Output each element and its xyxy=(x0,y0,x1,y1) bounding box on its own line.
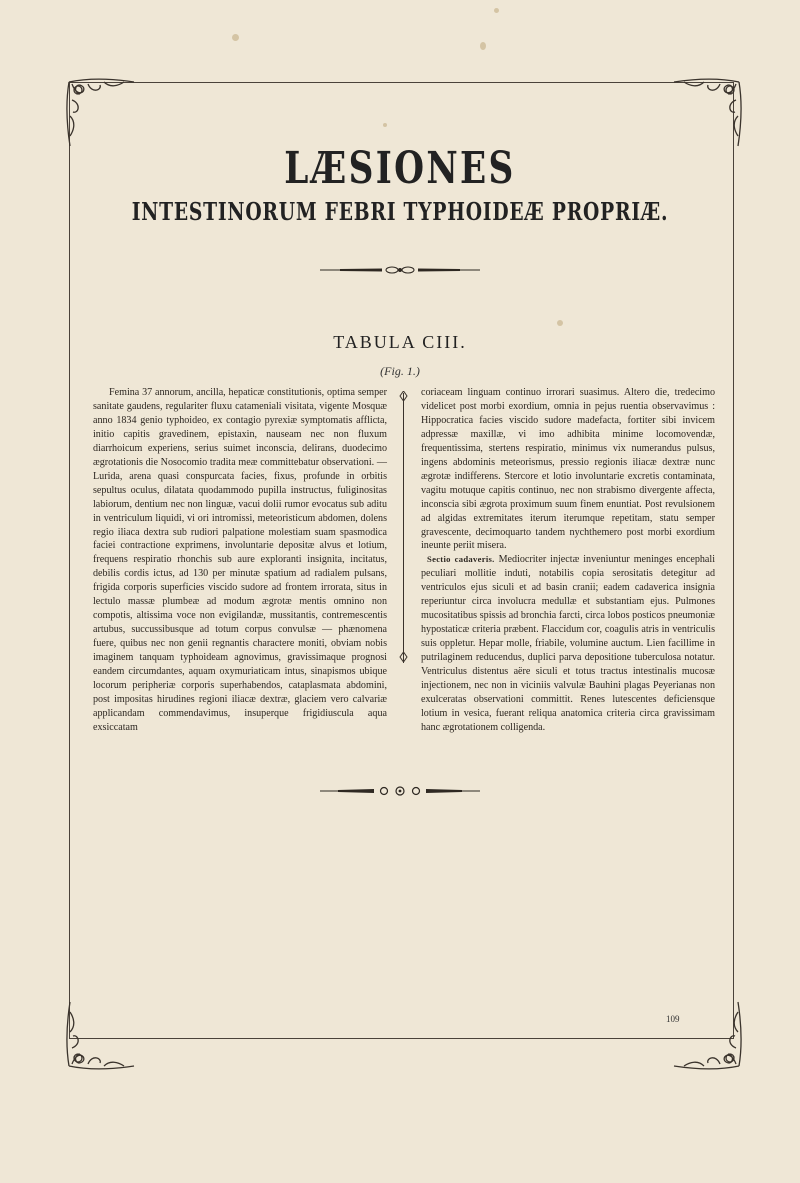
figure-reference: (Fig. 1.) xyxy=(380,364,420,378)
left-column-paragraph: Femina 37 annorum, ancilla, hepaticæ constitutionis, optima semper sanitate gaudens, regulariter fluxu catameniali visitata, vigente Mosquæ anno 1834 genio typhoideo, ex contagio pyrexiæ symptomatis afflicta, initio capitis gravedinem, epistaxin, nauseam nec non fluxum diarrhoicum experiens, serius suimet inconscia, delirans, duodecimo ægrotationis die Nosocomio tradita meæ committebatur observationi. — Lurida, arena quasi conspurcata facies, fixus, profunde in orbitis sepultus oculus, dilatata quodammodo pupilla instructus, fuliginositas labiorum, dentium nec non linguæ, vacui dolii rumor evocatus sub aditu in ventriculum liquidi, vi ori intromissi, meteoristicum abdomen, dolens regio iliaca dextra sub rudiori palpatione molestiam suam spasmodica faciei contractione exprimens, involuntarie depositæ alvus et lotium, frequens respiratio rhonchis sub aure exploranti insignita, incitatus, debilis cordis ictus, ad 130 per minutæ spatium ad radialem pulsans, frigida corporis superficies viscido sudore ad frontem irrorata, situs in lectulo massæ plumbeæ ad modum ægrotæ mentis omnino non compotis, altissima voce non evigilandæ, mussitantis, contremescentis artubus, succussibusque ad totum corpus convulsæ — phænomena fuere, quibus nec non genii regnantis charactere moniti, obviam nobis imaginem tanquam typhoideam agnovimus, gravissimaque prognosi eandem circumdantes, aquam oxymuriaticam intus, sinapismos ubique locorum peripheriæ corporis superhabendos, cataplasmata abdomini, post impositas hirudines regioni iliacæ dextræ, glaciem vero calvariæ applicandam commendavimus, insuperque frigidiuscula aqua exsiccatam xyxy=(93,387,387,733)
corner-ornament-bottom-left xyxy=(58,1000,136,1078)
column-divider xyxy=(403,393,404,663)
paper-foxing-spot xyxy=(494,8,499,13)
title-rule-ornament xyxy=(0,262,800,280)
paper-foxing-spot xyxy=(232,34,239,41)
paper-foxing-spot xyxy=(480,42,486,50)
column-divider-cap-bottom xyxy=(398,652,409,662)
corner-ornament-bottom-right xyxy=(672,1000,750,1078)
end-rule-ornament xyxy=(0,784,800,802)
paper-foxing-spot xyxy=(383,123,387,127)
sectio-label: Sectio cadaveris. xyxy=(427,554,495,565)
right-column-paragraph-2 xyxy=(421,553,715,734)
corner-ornament-top-right xyxy=(672,70,750,148)
text-column-right xyxy=(421,386,715,735)
corner-ornament-top-left xyxy=(58,70,136,148)
text-column-left xyxy=(93,386,387,735)
plate-heading: TABULA CIII. xyxy=(333,332,467,352)
right-column-paragraph-1: coriaceam linguam continuo irrorari suasimus. Altero die, tredecimo videlicet post morbi exordium, omnia in pejus ruentia observavimus : Hippocratica facies viscido sudore madefacta, fortiter sibi invicem adpressæ maxillæ, vi imo adhibita minime locomovendæ, frequentissima, stertens respiratio, minimus vix numerandus pulsus, ingens abdominis meteorismus, pressio regionis iliacæ dextræ nunc ægrotæ indifferens. Stercore et lotio involuntarie excretis contaminata, vagitu motuque capitis continuo, nec non strabismo divergente affecta, inconscia sibi ægrota proximum suum finem enuntiat. Post revulsionem ad algidas extremitates iterum iterumque repetitam, statu semper gravescente, decimoquarto tandem nychthemero post morbi exordium ineunte periit misera. xyxy=(421,387,715,552)
page-subtitle: INTESTINORUM FEBRI TYPHOIDEÆ PROPRIÆ. xyxy=(131,197,669,226)
right-column-paragraph-2-text: Mediocriter injectæ inveniuntur meninges encephali peculiari mollitie induti, notabilis copia serositatis detegitur ad ventriculos ejus siculi et ad basin cranii; eadem cadaverica insignia reperiuntur circa involucra medullæ et substantiam ejus. Pulmones mucositatibus spissis ad bronchia farcti, circa lobos posticos pneumoniæ hypostaticæ criteria præbent. Flaccidum cor, coagulis atris in ventriculis suis oppletur. Hepar molle, friabile, volumine auctum. Lien facillime in putrilaginem reducendus, duplici parva depositione tuberculosa notatur. Ventriculus distentus aëre siculi et totus tractus intestinalis mucosæ injectionem, nec non in viciniis valvulæ Bauhini plagas Peyerianas non exulceratas observationi committit. Renes lutescentes deficiensque lotium in vesica, fuerant reliqua anatomica criteria circa gravissimam hanc ægrotationem colligenda. xyxy=(421,554,715,733)
paper-foxing-spot xyxy=(557,320,563,326)
page-title: LÆSIONES xyxy=(284,143,516,194)
page-number: 109 xyxy=(666,1014,680,1024)
